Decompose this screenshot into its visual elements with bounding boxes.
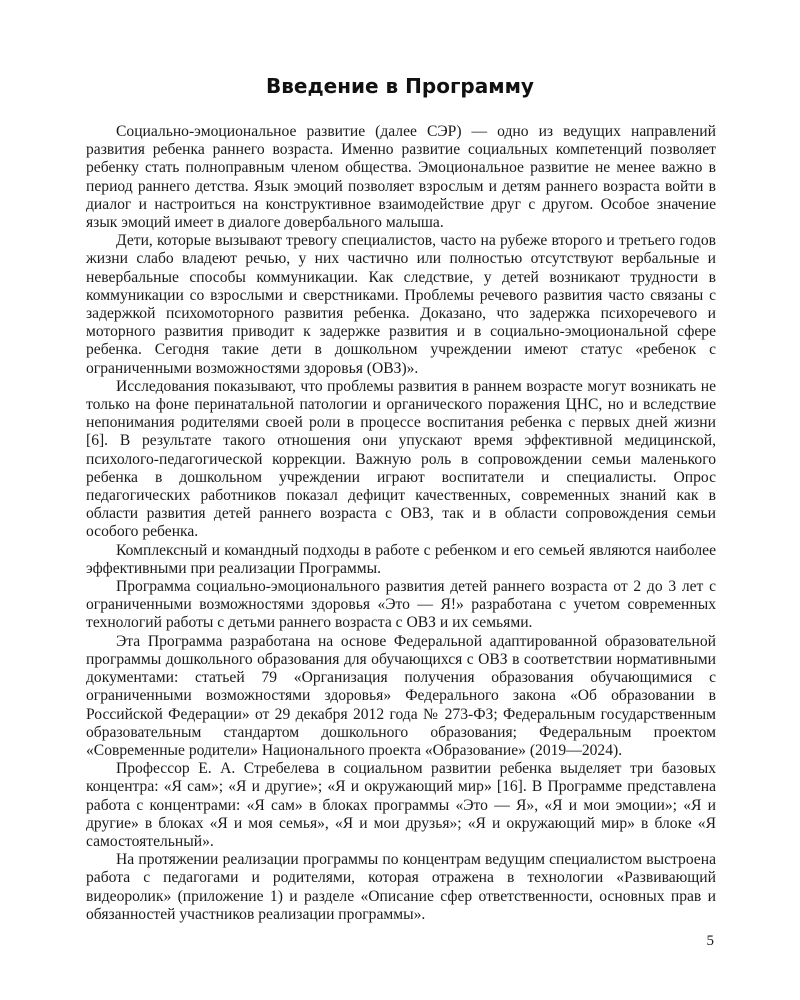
paragraph: Исследования показывают, что проблемы развития в раннем возрасте могут возникать не только на фоне перинатальной патологии и органического поражения ЦНС, но и вследствие непонимания родителями своей роли в процессе воспитания ребенка с первых дней жизни [6]. В результате такого отношения они упускают время эффективной медицинской, психолого-педагогической коррекции. Важную роль в сопровождении семьи маленького ребенка в дошкольном учреждении играют воспитатели и специалисты. Опрос педагогических работников показал дефицит качественных, современных знаний как в области развития детей раннего возраста с ОВЗ, так и в области сопровождения семьи особого ребенка. [86,377,716,541]
paragraph: Программа социально-эмоционального развития детей раннего возраста от 2 до 3 лет с ограниченными возможностями здоровья «Это — Я!» разработана с учетом современных технологий работы с детьми раннего возраста с ОВЗ и их семьями. [86,578,716,632]
page-title: Введение в Программу [266,74,534,98]
paragraph: Комплексный и командный подходы в работе с ребенком и его семьей являются наиболее эффективными при реализации Программы. [86,541,716,577]
paragraph: Эта Программа разработана на основе Федеральной адаптированной образовательной программы дошкольного образования для обучающихся с ОВЗ в соответствии нормативными документами: статьей 79 «Организация получения образования обучающимися с ограниченными возможностями здоровья» Федерального закона «Об образовании в Российской Федерации» от 29 декабря 2012 года № 273-ФЗ; Федеральным государственным образовательным стандартом дошкольного образования; Федеральным проектом «Современные родители» Национального проекта «Образование» (2019—2024). [86,632,716,759]
paragraph: Профессор Е. А. Стребелева в социальном развитии ребенка выделяет три базовых концентра: «Я сам»; «Я и другие»; «Я и окружающий мир» [16]. В Программе представлена работа с концентрами: «Я сам» в блоках программы «Это — Я», «Я и мои эмоции»; «Я и другие» в блоках «Я и моя семья», «Я и мои друзья»; «Я и окружающий мир» в блоке «Я самостоятельный». [86,760,716,850]
body-text [86,123,716,924]
paragraph: На протяжении реализации программы по концентрам ведущим специалистом выстроена работа с педагогами и родителями, которая отражена в технологии «Развивающий видеоролик» (приложение 1) и разделе «Описание сфер ответственности, основных прав и обязанностей участников реализации программы». [86,851,716,923]
page-number: 5 [706,933,714,949]
paragraph: Социально-эмоциональное развитие (далее СЭР) — одно из ведущих направлений развития ребенка раннего возраста. Именно развитие социальных компетенций позволяет ребенку стать полноправным членом общества. Эмоциональное развитие не менее важно в период раннего детства. Язык эмоций позволяет взрослым и детям раннего возраста войти в диалог и настроиться на конструктивное взаимодействие друг с другом. Особое значение язык эмоций имеет в диалоге довербального малыша. [86,123,716,232]
paragraph: Дети, которые вызывают тревогу специалистов, часто на рубеже второго и третьего годов жизни слабо владеют речью, у них частично или полностью отсутствуют вербальные и невербальные способы коммуникации. Как следствие, у детей возникают трудности в коммуникации со взрослыми и сверстниками. Проблемы речевого развития часто связаны с задержкой психомоторного развития ребенка. Доказано, что задержка психоречевого и моторного развития приводит к задержке развития и в социально-эмоциональной сфере ребенка. Сегодня такие дети в дошкольном учреждении имеют статус «ребенок с ограниченными возможностями здоровья (ОВЗ)». [86,232,716,377]
